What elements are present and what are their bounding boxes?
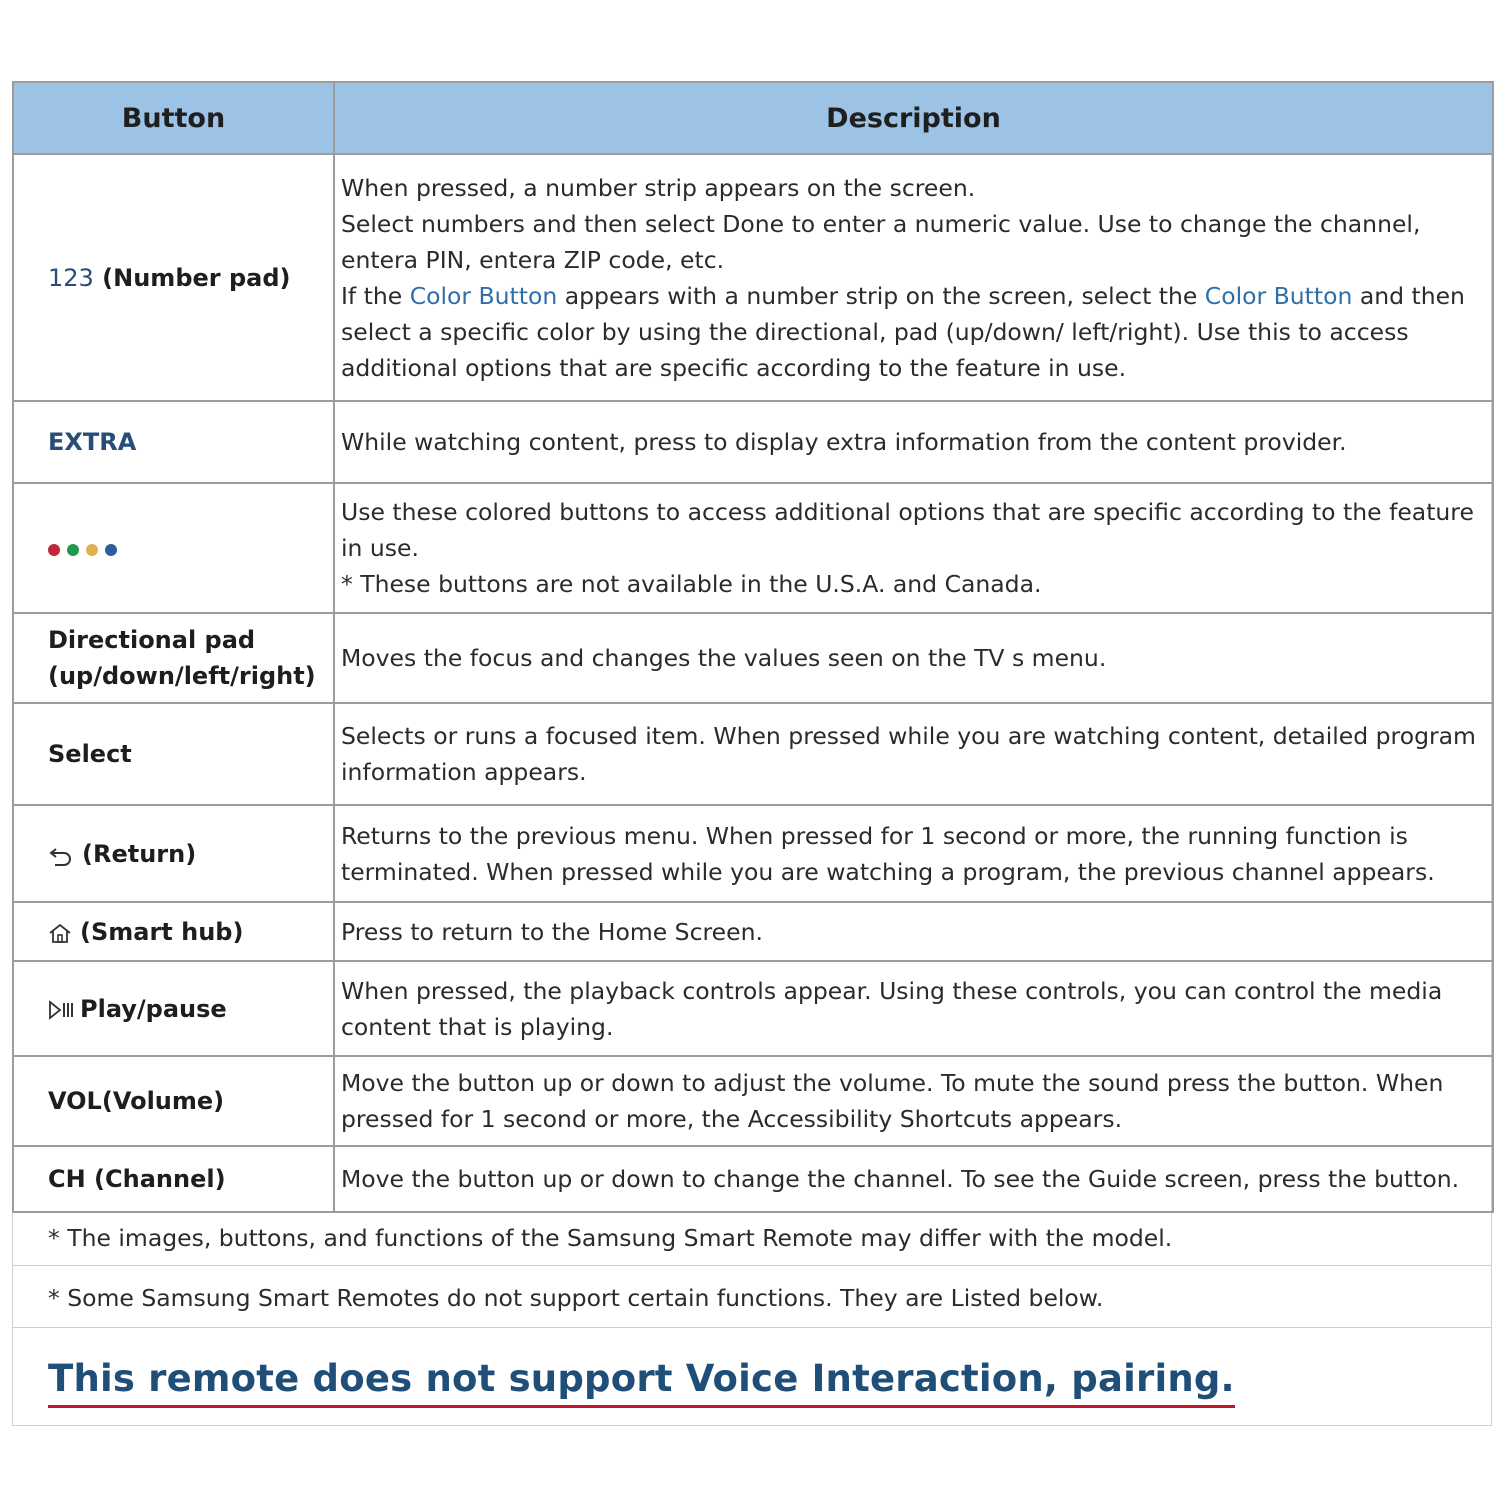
table-row bbox=[13, 1056, 1493, 1146]
home-icon bbox=[48, 922, 72, 944]
note-model-differences: * The images, buttons, and functions of the Samsung Smart Remote may differ with the model. bbox=[48, 1224, 1173, 1252]
number-pad-desc-1: When pressed, a number strip appears on the screen. bbox=[341, 173, 976, 202]
row-label-color-buttons bbox=[13, 483, 334, 613]
row-label-volume: VOL(Volume) bbox=[13, 1056, 334, 1146]
row-label-directional-pad bbox=[13, 613, 334, 703]
table-row bbox=[13, 483, 1493, 613]
yellow-dot-icon bbox=[86, 544, 98, 556]
number-pad-digits: 123 bbox=[48, 263, 94, 292]
row-desc-return: Returns to the previous menu. When pressed for 1 second or more, the running function is terminated. When pressed while you are watching a program, the previous channel appears. bbox=[334, 805, 1493, 902]
table-row bbox=[13, 1146, 1493, 1212]
header-description: Description bbox=[334, 82, 1493, 154]
color-dots-icon bbox=[48, 544, 117, 556]
extra-label: EXTRA bbox=[48, 428, 137, 456]
return-icon bbox=[48, 843, 74, 867]
note-unsupported-functions: * Some Samsung Smart Remotes do not support certain functions. They are Listed below. bbox=[48, 1284, 1104, 1312]
directional-pad-label-2: (up/down/left/right) bbox=[48, 662, 316, 690]
row-desc-directional-pad: Moves the focus and changes the values seen on the TV s menu. bbox=[334, 613, 1493, 703]
table-row bbox=[13, 703, 1493, 805]
table-header-row bbox=[13, 82, 1493, 154]
row-desc-extra: While watching content, press to display extra information from the content provider. bbox=[334, 401, 1493, 483]
row-label-play-pause bbox=[13, 961, 334, 1056]
button-description-table bbox=[12, 81, 1494, 1213]
row-label-smart-hub bbox=[13, 902, 334, 961]
row-desc-channel: Move the button up or down to change the channel. To see the Guide screen, press the button. bbox=[334, 1146, 1493, 1212]
row-desc-select: Selects or runs a focused item. When pressed while you are watching content, detailed program information appears. bbox=[334, 703, 1493, 805]
green-dot-icon bbox=[67, 544, 79, 556]
play-pause-label: Play/pause bbox=[80, 994, 227, 1023]
row-desc-color-buttons bbox=[334, 483, 1493, 613]
red-dot-icon bbox=[48, 544, 60, 556]
row-label-return bbox=[13, 805, 334, 902]
row-desc-number-pad bbox=[334, 154, 1493, 401]
table-row bbox=[13, 613, 1493, 703]
play-pause-icon bbox=[48, 999, 76, 1021]
color-buttons-desc-2: * These buttons are not available in the U.S.A. and Canada. bbox=[341, 570, 1042, 598]
row-desc-smart-hub: Press to return to the Home Screen. bbox=[334, 902, 1493, 961]
color-buttons-desc-1: Use these colored buttons to access additional options that are specific according to the feature in use. bbox=[341, 498, 1474, 562]
row-label-extra bbox=[13, 401, 334, 483]
number-pad-desc-3a: If the bbox=[341, 281, 410, 310]
number-pad-desc-2: Select numbers and then select Done to enter a numeric value. Use to change the channel, entera PIN, entera ZIP code, etc. bbox=[341, 209, 1421, 274]
table-row bbox=[13, 961, 1493, 1056]
number-pad-desc-3c: and then select a specific color by using the directional, pad (up/down/ left/right). Use this to access additional options that are specific according to the feature in use. bbox=[341, 281, 1465, 382]
return-label: (Return) bbox=[82, 839, 197, 868]
row-label-channel: CH (Channel) bbox=[13, 1146, 334, 1212]
color-button-link-2: Color Button bbox=[1204, 281, 1353, 310]
row-desc-volume: Move the button up or down to adjust the volume. To mute the sound press the button. When pressed for 1 second or more, the Accessibility Shortcuts appears. bbox=[334, 1056, 1493, 1146]
table-row bbox=[13, 401, 1493, 483]
row-label-number-pad bbox=[13, 154, 334, 401]
smart-hub-label: (Smart hub) bbox=[80, 917, 244, 946]
table-row bbox=[13, 902, 1493, 961]
directional-pad-label-1: Directional pad bbox=[48, 626, 256, 654]
table-row bbox=[13, 805, 1493, 902]
blue-dot-icon bbox=[105, 544, 117, 556]
unsupported-features-banner: This remote does not support Voice Interaction, pairing. bbox=[48, 1355, 1235, 1408]
notes-divider-1 bbox=[12, 1265, 1492, 1266]
notes-divider-2 bbox=[12, 1327, 1492, 1328]
number-pad-desc-3b: appears with a number strip on the screen, select the bbox=[557, 281, 1205, 310]
header-button: Button bbox=[13, 82, 334, 154]
row-label-select: Select bbox=[13, 703, 334, 805]
number-pad-label: (Number pad) bbox=[93, 263, 291, 292]
row-desc-play-pause: When pressed, the playback controls appear. Using these controls, you can control the media content that is playing. bbox=[334, 961, 1493, 1056]
color-button-link-1: Color Button bbox=[409, 281, 558, 310]
number-pad-desc-3 bbox=[341, 278, 1486, 386]
table-row bbox=[13, 154, 1493, 401]
